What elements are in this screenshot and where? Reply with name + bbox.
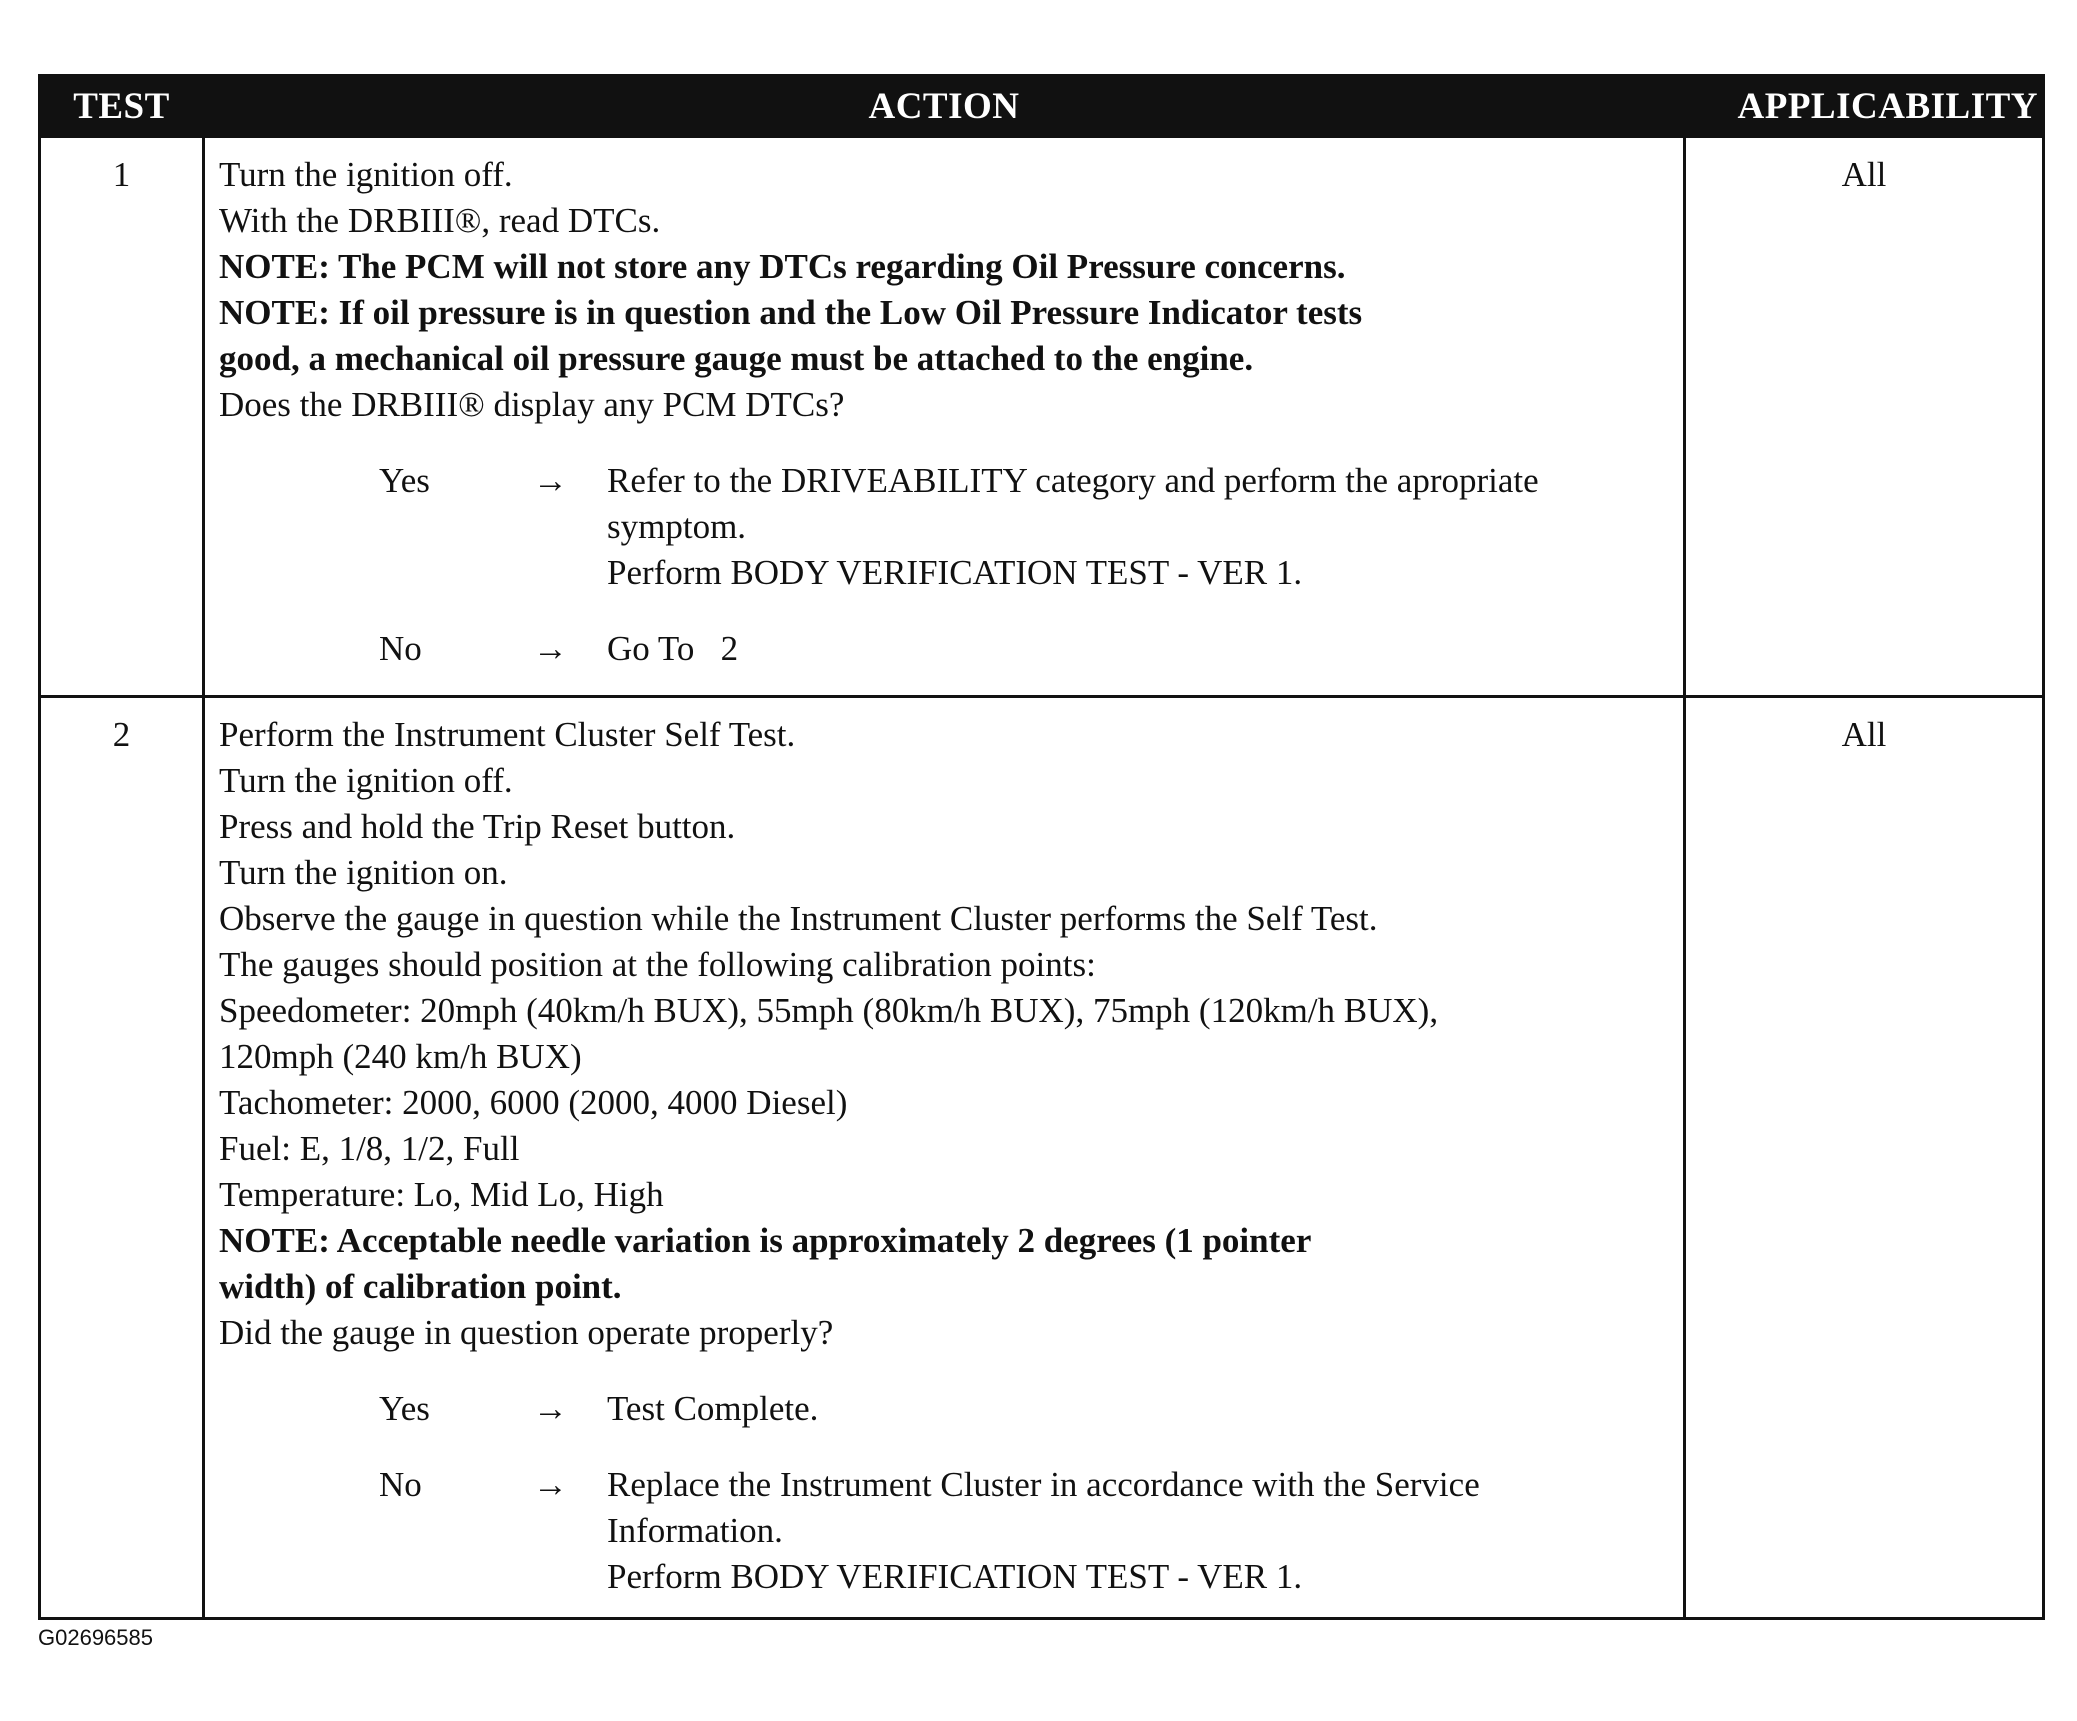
applicability-value: All [1685,137,2044,697]
action-line: The gauges should position at the following calibration points: [219,945,1096,984]
result-text [607,1462,1673,1600]
action-line: Turn the ignition off. [219,155,513,194]
note-line: NOTE: If oil pressure is in question and the Low Oil Pressure Indicator tests [219,293,1363,332]
result-yes [219,1386,1673,1432]
result-no [219,626,1673,672]
table-row [40,137,2044,697]
action-line: 120mph (240 km/h BUX) [219,1037,582,1076]
test-number: 2 [40,697,204,1619]
action-cell [204,137,1685,697]
note-line: NOTE: Acceptable needle variation is approximately 2 degrees (1 pointer [219,1221,1312,1260]
goto-link: Go To 2 [607,629,739,668]
result-line: symptom. [607,507,747,546]
result-no [219,1462,1673,1600]
test-number: 1 [40,137,204,697]
result-yes [219,458,1673,596]
action-line: Press and hold the Trip Reset button. [219,807,736,846]
action-line: Perform the Instrument Cluster Self Test. [219,715,796,754]
arrow-icon: → [533,1465,568,1504]
result-text [607,1386,1673,1432]
figure-code: G02696585 [38,1625,153,1650]
answer-label: No [379,629,422,668]
action-line: Speedometer: 20mph (40km/h BUX), 55mph (80km/h BUX), 75mph (120km/h BUX), [219,991,1439,1030]
result-text [607,458,1673,596]
arrow-icon: → [533,461,568,500]
result-line: Perform BODY VERIFICATION TEST - VER 1. [607,1557,1303,1596]
action-cell [204,697,1685,1619]
result-line: Test Complete. [607,1389,819,1428]
question-line: Does the DRBIII® display any PCM DTCs? [219,385,845,424]
action-line: Fuel: E, 1/8, 1/2, Full [219,1129,520,1168]
note-line: good, a mechanical oil pressure gauge must be attached to the engine. [219,339,1254,378]
result-line: Refer to the DRIVEABILITY category and perform the apropriate [607,461,1539,500]
header-test: TEST [40,76,204,137]
answer-label: No [379,1465,422,1504]
action-line: Turn the ignition off. [219,761,513,800]
arrow-icon: → [533,1389,568,1428]
header-action: ACTION [204,76,1685,137]
table-row [40,697,2044,1619]
action-line: Turn the ignition on. [219,853,508,892]
action-line: With the DRBIII®, read DTCs. [219,201,661,240]
diagnostic-test-table [38,74,2045,1620]
action-line: Tachometer: 2000, 6000 (2000, 4000 Diesel) [219,1083,848,1122]
result-line: Perform BODY VERIFICATION TEST - VER 1. [607,553,1303,592]
action-line: Observe the gauge in question while the Instrument Cluster performs the Self Test. [219,899,1378,938]
applicability-value: All [1685,697,2044,1619]
answer-label: Yes [379,1389,430,1428]
question-line: Did the gauge in question operate properly? [219,1313,834,1352]
arrow-icon: → [533,629,568,668]
result-line: Information. [607,1511,783,1550]
action-line: Temperature: Lo, Mid Lo, High [219,1175,664,1214]
result-line: Replace the Instrument Cluster in accordance with the Service [607,1465,1480,1504]
answer-label: Yes [379,461,430,500]
table-header-row [40,76,2044,137]
header-applicability: APPLICABILITY [1685,76,2044,137]
result-text [607,626,1673,672]
note-line: NOTE: The PCM will not store any DTCs regarding Oil Pressure concerns. [219,247,1346,286]
note-line: width) of calibration point. [219,1267,622,1306]
